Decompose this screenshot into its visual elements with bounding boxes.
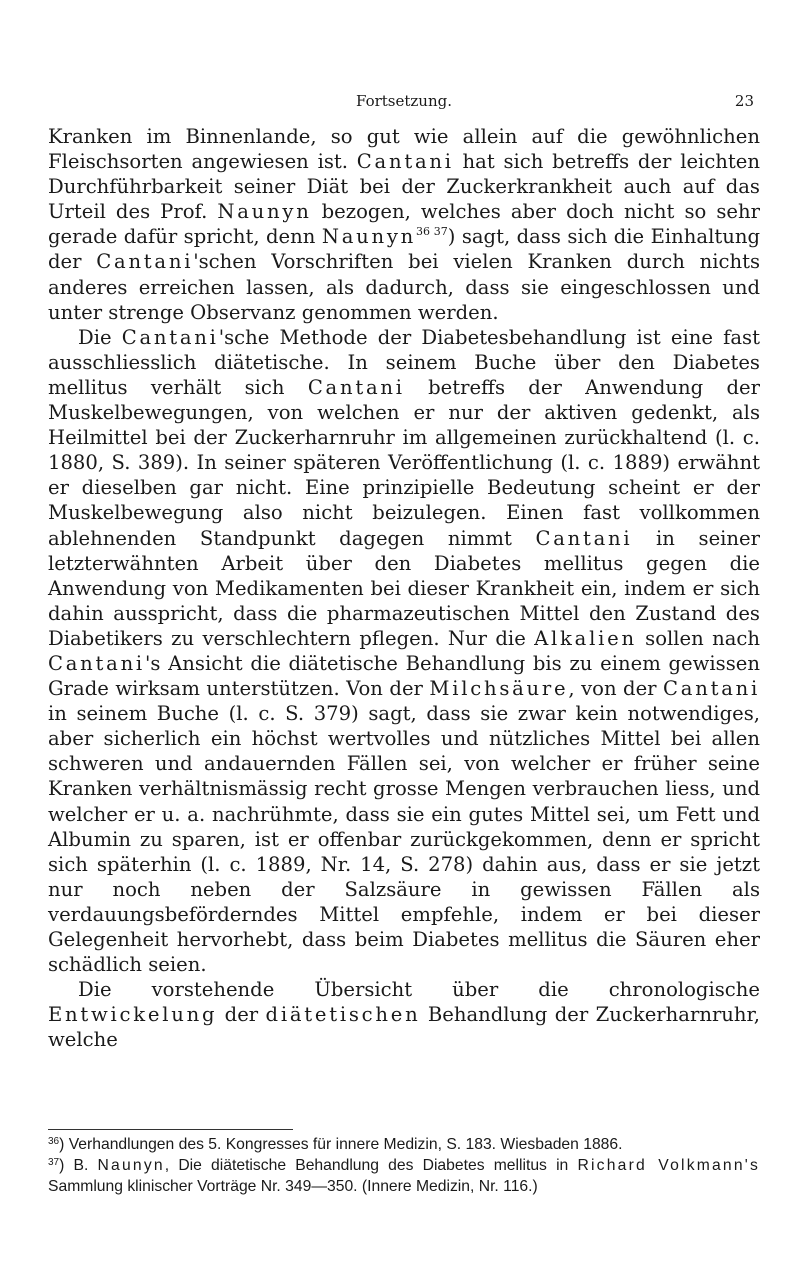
text-run: Kranken im Binnenlande, so gut wie allein auf die gewöhnlichen Fleischsorten angewiesen ist. <box>48 125 760 174</box>
spaced-name: Cantani <box>307 375 405 399</box>
spaced-name: Naunyn <box>97 1157 165 1174</box>
text-run: in seinem Buche (l. c. S. 379) sagt, dass sie zwar kein notwendiges, aber sicherlich ein höchst wertvolles und nützliches Mittel bei allen schweren und andauernden Fällen sei, von welcher er früher seine Kranken verhältnismässig recht grosse Mengen verbrauchen liess, und welcher er u. a. nachrühmte, dass sie ein gutes Mittel sei, um Fett und Albumin zu sparen, ist er offenbar zurückgekommen, denn er spricht sich späterhin (l. c. 1889, Nr. 14, S. 278) dahin aus, dass er sie jetzt nur noch neben der Salzsäure in gewissen Fällen als verdauungsbeförderndes Mittel empfehle, indem er bei dieser Gelegenheit hervorhebt, dass beim Diabetes mellitus die Säuren eher schädlich seien. <box>48 702 760 977</box>
page-number: 23 <box>734 92 754 110</box>
footnotes <box>48 1134 760 1197</box>
running-head <box>48 90 760 112</box>
footnote-separator <box>48 1129 293 1130</box>
spaced-name: Cantani <box>48 651 145 675</box>
spaced-name: Cantani <box>121 325 219 349</box>
text-run: hat sich betreffs der leichten Durchführbarkeit seiner Diät bei der Zuckerkrankheit auch auf das Urteil des Prof. <box>48 150 760 224</box>
paragraph <box>48 325 760 977</box>
text-run: Die <box>78 325 122 349</box>
spaced-name: Cantani <box>535 526 633 550</box>
footnote-mark: 37 <box>48 1157 60 1168</box>
text-run: 'schen Vorschriften bei vielen Kranken durch nichts anderes erreichen lassen, als dadurch, dass sie eingeschlossen und unter strenge Observanz genommen werden. <box>48 250 760 324</box>
footnote-text: ) Verhandlungen des 5. Kongresses für innere Medizin, S. 183. Wiesbaden 1886. <box>59 1136 623 1153</box>
running-title: Fortsetzung. <box>355 92 452 110</box>
text-run: sollen nach <box>636 626 760 650</box>
text-run: betreffs der Anwendung der Muskelbewegungen, von welchen er nur der aktiven gedenkt, als Heilmittel bei der Zuckerharnruhr im allgemeinen zurückhaltend (l. c. 1880, S. 389). In seiner späteren Veröffentlichung (l. c. 1889) erwähnt er dieselben gar nicht. Eine prinzipielle Bedeutung scheint er der Muskelbewegung also nicht beizulegen. Einen fast vollkommen ablehnenden Standpunkt dagegen nimmt <box>48 375 760 550</box>
spaced-name: Cantani <box>356 150 454 174</box>
spaced-term: Entwickelung <box>48 1003 218 1027</box>
footnote-mark: 36 <box>48 1136 60 1147</box>
text-run: , von der <box>568 677 664 701</box>
footnote-reference: 36 37 <box>416 225 448 239</box>
text-run: in seiner letzterwähnten Arbeit über den Diabetes mellitus gegen die Anwendung von Medikamenten bei dieser Krankheit ein, indem er sich dahin ausspricht, dass die pharmazeutischen Mittel den Zustand des Diabetikers zu verschlechtern pflegen. Nur die <box>48 526 761 650</box>
text-run: 'sche Methode der Diabetesbehandlung ist eine fast ausschliesslich diätetische. In seinem Buche über den Diabetes mellitus verhält sich <box>48 325 760 399</box>
text-run: bezogen, welches aber doch nicht so sehr gerade dafür spricht, denn <box>48 200 760 249</box>
spaced-term: diätetischen <box>265 1003 421 1027</box>
footnote-37 <box>48 1155 760 1197</box>
footnote-text: ) B. <box>59 1157 98 1174</box>
footnote-36 <box>48 1134 760 1155</box>
spaced-name: Naunyn <box>321 225 417 249</box>
paragraph <box>48 977 760 1052</box>
spaced-name: Richard Volkmann's <box>577 1157 760 1174</box>
spaced-term: Milchsäure <box>429 677 569 701</box>
spaced-name: Cantani <box>663 677 760 701</box>
text-run: ) sagt, dass sich die Einhaltung der <box>48 225 760 274</box>
book-page <box>48 0 760 1284</box>
text-run: Behandlung der Zuckerharnruhr, welche <box>48 1003 760 1052</box>
footnote-text: Sammlung klinischer Vorträge Nr. 349—350. (Innere Medizin, Nr. 116.) <box>48 1178 538 1195</box>
paragraph <box>48 124 760 325</box>
text-run: der <box>217 1003 266 1027</box>
spaced-term: Alkalien <box>534 626 637 650</box>
footnote-text: , Die diätetische Behandlung des Diabetes mellitus in <box>164 1157 578 1174</box>
text-run: Die vorstehende Übersicht über die chronologische <box>78 978 760 1002</box>
spaced-name: Cantani <box>96 250 194 274</box>
spaced-name: Naunyn <box>217 200 312 224</box>
text-run: 's Ansicht die diätetische Behandlung bis zu einem gewissen Grade wirksam unterstützen. Von der <box>48 651 760 701</box>
body-text <box>48 124 760 1052</box>
